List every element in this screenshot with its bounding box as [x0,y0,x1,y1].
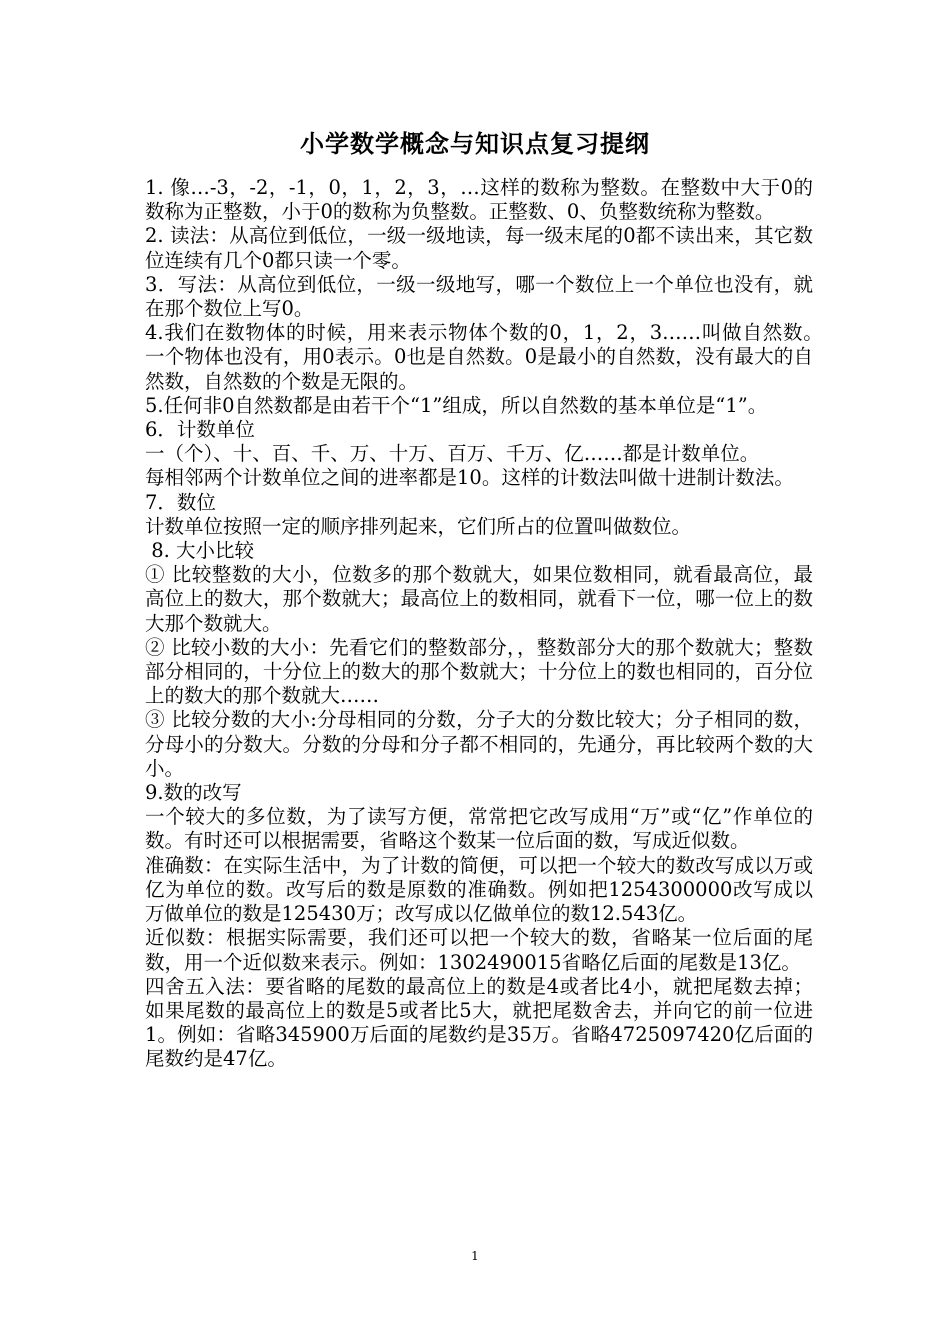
paragraph-natural-numbers: 4.我们在数物体的时候，用来表示物体个数的0，1，2，3……叫做自然数。 一个物体也没有，用0表示。0也是自然数。0是最小的自然数，没有最大的自然数，自然数的个数是无限的。 [145,321,853,393]
page-title: 小学数学概念与知识点复习提纲 [300,129,650,158]
paragraph-basic-unit: 5.任何非0自然数都是由若干个“1”组成，所以自然数的基本单位是“1”。 [145,393,768,417]
paragraph-reading: 2. 读法：从高位到低位，一级一级地读，每一级末尾的0都不读出来，其它数位连续有几个0都只读一个零。 [145,224,813,272]
paragraph-approximate-number: 近似数：根据实际需要，我们还可以把一个较大的数，省略某一位后面的尾数，用一个近似数来表示。例如：1302490015省略亿后面的尾数是13亿。 [145,926,813,974]
paragraph-rounding: 四舍五入法：要省略的尾数的最高位上的数是4或者比4小，就把尾数去掉；如果尾数的最高位上的数是5或者比5大，就把尾数舍去，并向它的前一位进1。例如：省略345900万后面的尾数约是35万。省略4725097420亿后面的尾数约是47亿。 [145,974,813,1071]
heading-place-value: 7．数位 [145,490,216,514]
heading-comparison: 8. 大小比较 [145,539,255,563]
paragraph-place-value: 计数单位按照一定的顺序排列起来，它们所占的位置叫做数位。 [145,514,692,538]
paragraph-exact-number: 准确数：在实际生活中，为了计数的简便，可以把一个较大的数改写成以万或亿为单位的数。改写后的数是原数的准确数。例如把1254300000改写成以万做单位的数是125430万；改写成以亿做单位的数12.543亿。 [145,853,813,926]
paragraph-counting-units: 一（个）、十、百、千、万、十万、百万、千万、亿……都是计数单位。 [145,442,760,466]
paragraph-integers: 1. 像…-3，-2，-1，0，1，2，3，…这样的数称为整数。在整数中大于0的数称为正整数，小于0的数称为负整数。正整数、0、负整数统称为整数。 [145,176,813,224]
heading-counting-unit: 6．计数单位 [145,418,255,442]
document-body [145,176,853,1072]
page-number: 1 [471,1249,479,1263]
paragraph-compare-fractions: ③ 比较分数的大小:分母相同的分数，分子大的分数比较大；分子相同的数，分母小的分数大。分数的分母和分子都不相同的，先通分，再比较两个数的大小。 [145,708,813,780]
paragraph-compare-integers: ① 比较整数的大小，位数多的那个数就大，如果位数相同，就看最高位，最高位上的数大，那个数就大；最高位上的数相同，就看下一位，哪一位上的数大那个数就大。 [145,563,813,635]
paragraph-rewriting: 一个较大的多位数，为了读写方便，常常把它改写成用“万”或“亿”作单位的数。有时还可以根据需要，省略这个数某一位后面的数，写成近似数。 [145,805,813,853]
paragraph-compare-decimals: ② 比较小数的大小：先看它们的整数部分，，整数部分大的那个数就大；整数部分相同的，十分位上的数大的那个数就大；十分位上的数也相同的，百分位上的数大的那个数就大…… [145,635,813,708]
paragraph-decimal-system: 每相邻两个计数单位之间的进率都是10。这样的计数法叫做十进制计数法。 [145,466,794,490]
heading-rewriting: 9.数的改写 [145,781,242,805]
paragraph-writing: 3．写法：从高位到低位，一级一级地写，哪一个数位上一个单位也没有，就在那个数位上写0。 [145,272,813,321]
